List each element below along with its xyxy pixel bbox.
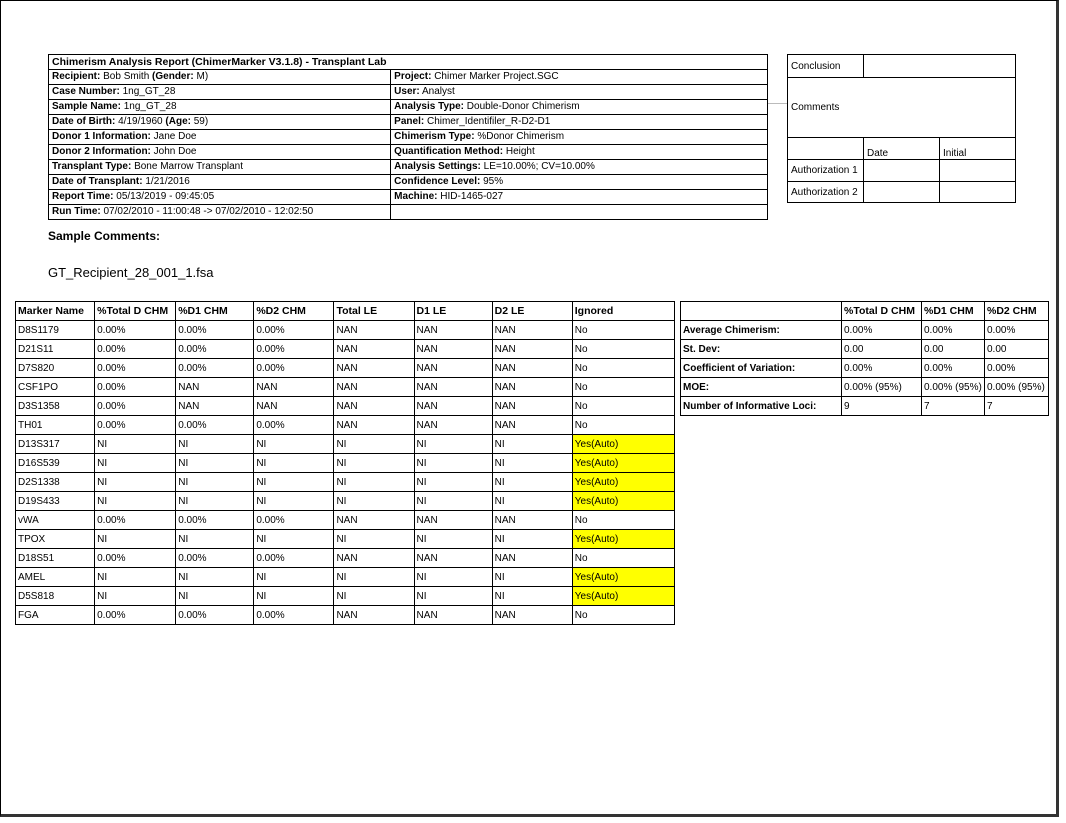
- table-cell: 0.00%: [95, 511, 176, 530]
- table-cell: 9: [842, 397, 922, 416]
- table-cell: NAN: [492, 359, 572, 378]
- table-cell: 0.00% (95%): [985, 378, 1049, 397]
- table-cell: NAN: [414, 606, 492, 625]
- sample-filename: GT_Recipient_28_001_1.fsa: [48, 265, 214, 280]
- table-cell: 0.00%: [254, 321, 334, 340]
- table-cell: Yes(Auto): [572, 435, 674, 454]
- marker-col-header: D2 LE: [492, 302, 572, 321]
- auth2-date-field[interactable]: [864, 182, 940, 203]
- date-header: Date: [864, 138, 940, 160]
- table-cell: NI: [176, 435, 254, 454]
- marker-col-header: Total LE: [334, 302, 414, 321]
- conclusion-label: Conclusion: [788, 55, 864, 78]
- table-cell: NAN: [334, 340, 414, 359]
- table-cell: 0.00% (95%): [922, 378, 985, 397]
- marker-col-header: Marker Name: [16, 302, 95, 321]
- table-cell: 0.00%: [985, 359, 1049, 378]
- table-cell: NI: [414, 454, 492, 473]
- table-cell: NI: [176, 530, 254, 549]
- table-cell: NI: [95, 454, 176, 473]
- table-cell: No: [572, 397, 674, 416]
- table-cell: 0.00%: [176, 340, 254, 359]
- table-row: [681, 340, 1049, 359]
- marker-table: [15, 301, 675, 625]
- marker-col-header: %Total D CHM: [95, 302, 176, 321]
- table-cell: 0.00%: [254, 340, 334, 359]
- analysis-type-cell: Analysis Type: Double-Donor Chimerism: [391, 100, 768, 115]
- table-cell: 0.00% (95%): [842, 378, 922, 397]
- table-cell: NAN: [334, 359, 414, 378]
- table-cell: NAN: [334, 606, 414, 625]
- table-row: [681, 378, 1049, 397]
- summary-col-header: [681, 302, 842, 321]
- marker-name-cell: D16S539: [16, 454, 95, 473]
- table-cell: 0.00%: [95, 359, 176, 378]
- table-cell: 0.00%: [254, 549, 334, 568]
- table-cell: NI: [334, 530, 414, 549]
- table-row: [16, 530, 675, 549]
- table-cell: NI: [95, 435, 176, 454]
- table-cell: NI: [176, 587, 254, 606]
- table-cell: NI: [254, 492, 334, 511]
- table-cell: No: [572, 549, 674, 568]
- table-cell: NI: [254, 435, 334, 454]
- table-cell: NI: [492, 587, 572, 606]
- table-cell: No: [572, 321, 674, 340]
- table-cell: NI: [334, 454, 414, 473]
- marker-name-cell: vWA: [16, 511, 95, 530]
- sample-comments-label: Sample Comments:: [48, 229, 161, 243]
- marker-name-cell: D13S317: [16, 435, 95, 454]
- table-cell: NAN: [334, 378, 414, 397]
- table-cell: No: [572, 340, 674, 359]
- table-cell: NAN: [414, 549, 492, 568]
- table-cell: NI: [492, 492, 572, 511]
- chimerism-type-cell: Chimerism Type: %Donor Chimerism: [391, 130, 768, 145]
- analysis-settings-cell: Analysis Settings: LE=10.00%; CV=10.00%: [391, 160, 768, 175]
- table-cell: NI: [414, 473, 492, 492]
- table-cell: NI: [254, 568, 334, 587]
- table-cell: No: [572, 606, 674, 625]
- table-cell: 0.00: [985, 340, 1049, 359]
- table-cell: Yes(Auto): [572, 530, 674, 549]
- table-row: [16, 359, 675, 378]
- table-row: [16, 416, 675, 435]
- table-row: [16, 587, 675, 606]
- auth2-label: Authorization 2: [788, 182, 864, 203]
- table-cell: No: [572, 359, 674, 378]
- table-cell: 7: [985, 397, 1049, 416]
- marker-name-cell: CSF1PO: [16, 378, 95, 397]
- table-row: [16, 549, 675, 568]
- marker-name-cell: D21S11: [16, 340, 95, 359]
- machine-cell: Machine: HID-1465-027: [391, 190, 768, 205]
- user-cell: User: Analyst: [391, 85, 768, 100]
- auth1-date-field[interactable]: [864, 160, 940, 182]
- table-cell: 0.00%: [176, 416, 254, 435]
- table-row: [16, 492, 675, 511]
- table-cell: 0.00%: [95, 416, 176, 435]
- table-cell: 0.00%: [842, 321, 922, 340]
- table-cell: 0.00%: [95, 549, 176, 568]
- table-cell: NAN: [176, 378, 254, 397]
- auth-corner: [788, 138, 864, 160]
- table-row: [16, 454, 675, 473]
- marker-name-cell: D19S433: [16, 492, 95, 511]
- table-cell: NI: [254, 530, 334, 549]
- marker-col-header: %D2 CHM: [254, 302, 334, 321]
- marker-col-header: %D1 CHM: [176, 302, 254, 321]
- table-cell: NI: [334, 492, 414, 511]
- summary-row-label: Coefficient of Variation:: [681, 359, 842, 378]
- table-cell: NAN: [334, 397, 414, 416]
- table-cell: NAN: [254, 378, 334, 397]
- summary-row-label: Average Chimerism:: [681, 321, 842, 340]
- comments-label[interactable]: Comments: [788, 78, 1016, 138]
- table-cell: NAN: [492, 397, 572, 416]
- connector-line: [768, 103, 788, 104]
- table-cell: 0.00%: [176, 321, 254, 340]
- table-row: [16, 378, 675, 397]
- table-cell: 0.00%: [95, 340, 176, 359]
- table-row: [16, 321, 675, 340]
- table-cell: 0.00%: [254, 606, 334, 625]
- table-cell: NAN: [492, 378, 572, 397]
- table-cell: Yes(Auto): [572, 454, 674, 473]
- table-cell: 0.00%: [922, 359, 985, 378]
- table-cell: NI: [334, 568, 414, 587]
- table-cell: NI: [176, 492, 254, 511]
- marker-col-header: Ignored: [572, 302, 674, 321]
- auth2-initial-field[interactable]: [940, 182, 1016, 203]
- table-cell: NAN: [334, 321, 414, 340]
- table-row: [681, 397, 1049, 416]
- marker-name-cell: D7S820: [16, 359, 95, 378]
- table-cell: NI: [176, 568, 254, 587]
- table-cell: NI: [176, 473, 254, 492]
- table-cell: 0.00%: [985, 321, 1049, 340]
- table-cell: NI: [95, 568, 176, 587]
- summary-col-header: %Total D CHM: [842, 302, 922, 321]
- table-cell: Yes(Auto): [572, 587, 674, 606]
- table-cell: NAN: [492, 321, 572, 340]
- table-cell: 0.00%: [842, 359, 922, 378]
- table-cell: 0.00%: [176, 606, 254, 625]
- table-cell: Yes(Auto): [572, 473, 674, 492]
- transplant-type-cell: Transplant Type: Bone Marrow Transplant: [49, 160, 391, 175]
- table-cell: 0.00%: [95, 397, 176, 416]
- table-cell: NAN: [334, 416, 414, 435]
- table-cell: NI: [492, 454, 572, 473]
- table-row: [16, 568, 675, 587]
- marker-name-cell: TH01: [16, 416, 95, 435]
- table-row: [16, 511, 675, 530]
- table-row: [16, 606, 675, 625]
- table-cell: NAN: [414, 359, 492, 378]
- table-cell: No: [572, 416, 674, 435]
- summary-row-label: Number of Informative Loci:: [681, 397, 842, 416]
- table-cell: NAN: [492, 416, 572, 435]
- table-cell: NAN: [334, 511, 414, 530]
- table-cell: NAN: [492, 511, 572, 530]
- table-cell: 0.00: [922, 340, 985, 359]
- table-cell: Yes(Auto): [572, 492, 674, 511]
- table-cell: NI: [95, 530, 176, 549]
- table-cell: NAN: [492, 549, 572, 568]
- confidence-cell: Confidence Level: 95%: [391, 175, 768, 190]
- recipient-cell: Recipient: Bob Smith (Gender: M): [49, 70, 391, 85]
- table-cell: NI: [254, 587, 334, 606]
- table-row: [681, 359, 1049, 378]
- marker-name-cell: TPOX: [16, 530, 95, 549]
- dob-cell: Date of Birth: 4/19/1960 (Age: 59): [49, 115, 391, 130]
- conclusion-field[interactable]: [864, 55, 1016, 78]
- case-number-cell: Case Number: 1ng_GT_28: [49, 85, 391, 100]
- table-cell: NAN: [492, 340, 572, 359]
- marker-name-cell: D5S818: [16, 587, 95, 606]
- table-cell: NI: [414, 435, 492, 454]
- table-cell: NAN: [492, 606, 572, 625]
- marker-name-cell: D2S1338: [16, 473, 95, 492]
- table-cell: No: [572, 378, 674, 397]
- table-cell: NI: [414, 568, 492, 587]
- table-cell: NAN: [414, 340, 492, 359]
- marker-name-cell: D18S51: [16, 549, 95, 568]
- table-cell: NAN: [414, 378, 492, 397]
- table-cell: 0.00%: [176, 549, 254, 568]
- marker-name-cell: FGA: [16, 606, 95, 625]
- table-cell: 7: [922, 397, 985, 416]
- report-header-table: [48, 54, 768, 220]
- table-cell: NI: [254, 473, 334, 492]
- table-cell: 0.00%: [95, 378, 176, 397]
- panel-cell: Panel: Chimer_Identifiler_R-D2-D1: [391, 115, 768, 130]
- run-time-cell: Run Time: 07/02/2010 - 11:00:48 -> 07/02/2010 - 12:02:50: [49, 205, 391, 220]
- table-cell: NI: [334, 587, 414, 606]
- table-cell: NAN: [414, 511, 492, 530]
- table-cell: NI: [492, 568, 572, 587]
- table-cell: NI: [414, 587, 492, 606]
- table-cell: NI: [334, 435, 414, 454]
- report-time-cell: Report Time: 05/13/2019 - 09:45:05: [49, 190, 391, 205]
- table-cell: 0.00%: [254, 416, 334, 435]
- quant-method-cell: Quantification Method: Height: [391, 145, 768, 160]
- table-cell: 0.00%: [176, 511, 254, 530]
- table-row: [16, 397, 675, 416]
- table-cell: NI: [95, 492, 176, 511]
- donor1-cell: Donor 1 Information: Jane Doe: [49, 130, 391, 145]
- report-title: Chimerism Analysis Report (ChimerMarker V3.1.8) - Transplant Lab: [49, 55, 768, 70]
- empty-cell: [391, 205, 768, 220]
- initial-header: Initial: [940, 138, 1016, 160]
- project-cell: Project: Chimer Marker Project.SGC: [391, 70, 768, 85]
- table-row: [16, 340, 675, 359]
- table-cell: NI: [334, 473, 414, 492]
- table-cell: No: [572, 511, 674, 530]
- table-cell: 0.00%: [254, 359, 334, 378]
- table-cell: NI: [95, 587, 176, 606]
- summary-row-label: MOE:: [681, 378, 842, 397]
- marker-name-cell: D8S1179: [16, 321, 95, 340]
- sample-name-cell: Sample Name: 1ng_GT_28: [49, 100, 391, 115]
- marker-name-cell: D3S1358: [16, 397, 95, 416]
- table-cell: NI: [95, 473, 176, 492]
- table-cell: NAN: [176, 397, 254, 416]
- table-cell: NI: [414, 530, 492, 549]
- table-cell: NAN: [414, 397, 492, 416]
- table-cell: NAN: [254, 397, 334, 416]
- auth1-initial-field[interactable]: [940, 160, 1016, 182]
- summary-col-header: %D1 CHM: [922, 302, 985, 321]
- donor2-cell: Donor 2 Information: John Doe: [49, 145, 391, 160]
- table-row: [681, 321, 1049, 340]
- marker-name-cell: AMEL: [16, 568, 95, 587]
- table-cell: 0.00: [842, 340, 922, 359]
- table-cell: NI: [254, 454, 334, 473]
- table-cell: NI: [176, 454, 254, 473]
- table-cell: NI: [492, 435, 572, 454]
- table-cell: NI: [414, 492, 492, 511]
- table-cell: NAN: [414, 321, 492, 340]
- table-cell: NI: [492, 530, 572, 549]
- conclusion-box: [787, 54, 1016, 203]
- table-cell: NI: [492, 473, 572, 492]
- table-cell: Yes(Auto): [572, 568, 674, 587]
- table-cell: 0.00%: [95, 321, 176, 340]
- summary-table: [680, 301, 1049, 416]
- table-row: [16, 473, 675, 492]
- marker-col-header: D1 LE: [414, 302, 492, 321]
- table-row: [16, 435, 675, 454]
- table-cell: 0.00%: [176, 359, 254, 378]
- table-cell: 0.00%: [922, 321, 985, 340]
- auth1-label: Authorization 1: [788, 160, 864, 182]
- transplant-date-cell: Date of Transplant: 1/21/2016: [49, 175, 391, 190]
- table-cell: 0.00%: [95, 606, 176, 625]
- summary-col-header: %D2 CHM: [985, 302, 1049, 321]
- table-cell: NAN: [414, 416, 492, 435]
- table-cell: 0.00%: [254, 511, 334, 530]
- table-cell: NAN: [334, 549, 414, 568]
- summary-row-label: St. Dev:: [681, 340, 842, 359]
